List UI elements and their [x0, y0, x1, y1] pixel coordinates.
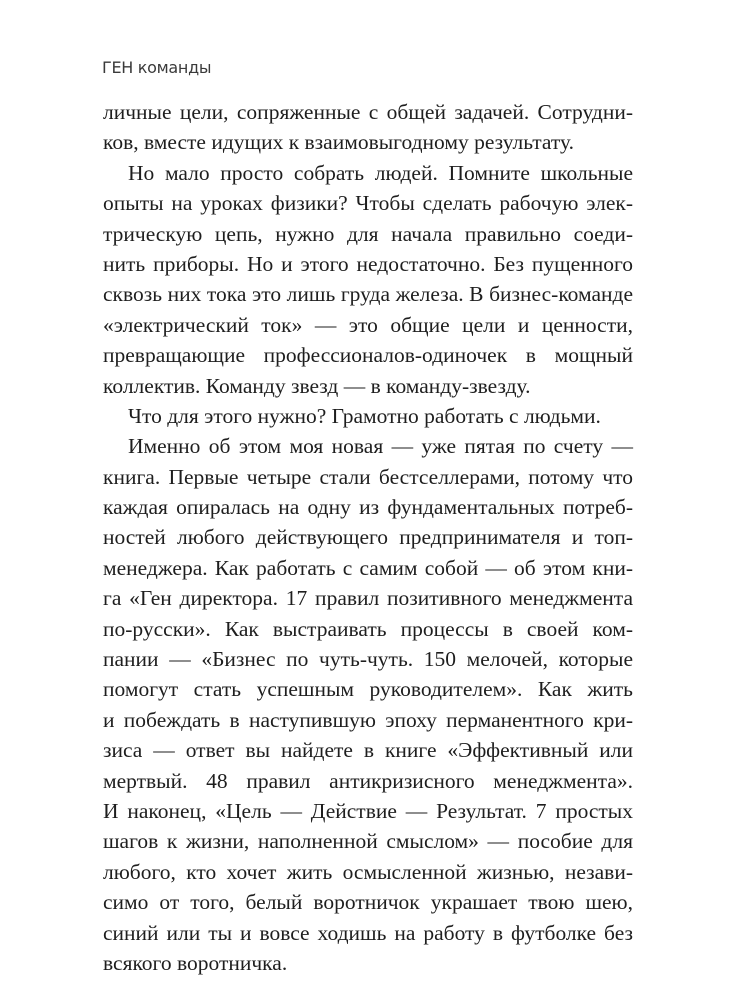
text-line: личные цели, сопряженные с общей задачей. Сотрудни-	[103, 100, 633, 124]
text-line: Что для этого нужно? Грамотно работать с людьми.	[128, 403, 601, 428]
running-header: ГЕН команды	[102, 58, 212, 77]
text-line: каждая опиралась на одну из фундаментальных потреб-	[103, 495, 633, 520]
text-line: превращающие профессионалов-одиночек в мощный	[103, 343, 633, 368]
text-line: Но мало просто собрать людей. Помните школьные	[128, 160, 633, 185]
text-line: зиса — ответ вы найдете в книге «Эффективный или	[103, 738, 633, 763]
text-line: «электрический ток» — это общие цели и ценности,	[103, 312, 633, 337]
text-line: помогут стать успешным руководителем». Как жить	[103, 677, 633, 702]
text-line: мертвый. 48 правил антикризисного менеджмента».	[103, 768, 633, 793]
text-line: ков, вместе идущих к взаимовыгодному результату.	[103, 130, 574, 155]
text-line: по-русски». Как выстраивать процессы в своей ком-	[103, 616, 633, 641]
text-line: нить приборы. Но и этого недостаточно. Без пущенного	[103, 251, 633, 276]
text-line: трическую цепь, нужно для начала правильно соеди-	[103, 221, 633, 246]
body-text	[103, 97, 633, 978]
text-line: коллектив. Команду звезд — в команду-звезду.	[103, 373, 531, 398]
text-line: сквозь них тока это лишь груда железа. В бизнес-команде	[103, 282, 633, 307]
text-line: шагов к жизни, наполненной смыслом» — пособие для	[103, 829, 633, 854]
text-line: Именно об этом моя новая — уже пятая по счету —	[128, 434, 633, 459]
text-line: ностей любого действующего предпринимателя и топ-	[103, 525, 633, 550]
text-line: опыты на уроках физики? Чтобы сделать рабочую элек-	[103, 191, 633, 216]
text-line: любого, кто хочет жить осмысленной жизнью, незави-	[103, 859, 633, 884]
text-line: книга. Первые четыре стали бестселлерами, потому что	[103, 464, 633, 489]
text-line: всякого воротничка.	[103, 950, 288, 975]
text-line: пании — «Бизнес по чуть-чуть. 150 мелочей, которые	[103, 647, 633, 672]
text-line: менеджера. Как работать с самим собой — об этом кни-	[103, 555, 633, 580]
text-line: га «Ген директора. 17 правил позитивного менеджмента	[103, 586, 633, 611]
text-line: и побеждать в наступившую эпоху перманентного кри-	[103, 707, 633, 732]
text-line: И наконец, «Цель — Действие — Результат. 7 простых	[103, 798, 633, 823]
text-line: синий или ты и вовсе ходишь на работу в футболке без	[103, 920, 633, 945]
text-line: симо от того, белый воротничок украшает твою шею,	[103, 890, 633, 915]
